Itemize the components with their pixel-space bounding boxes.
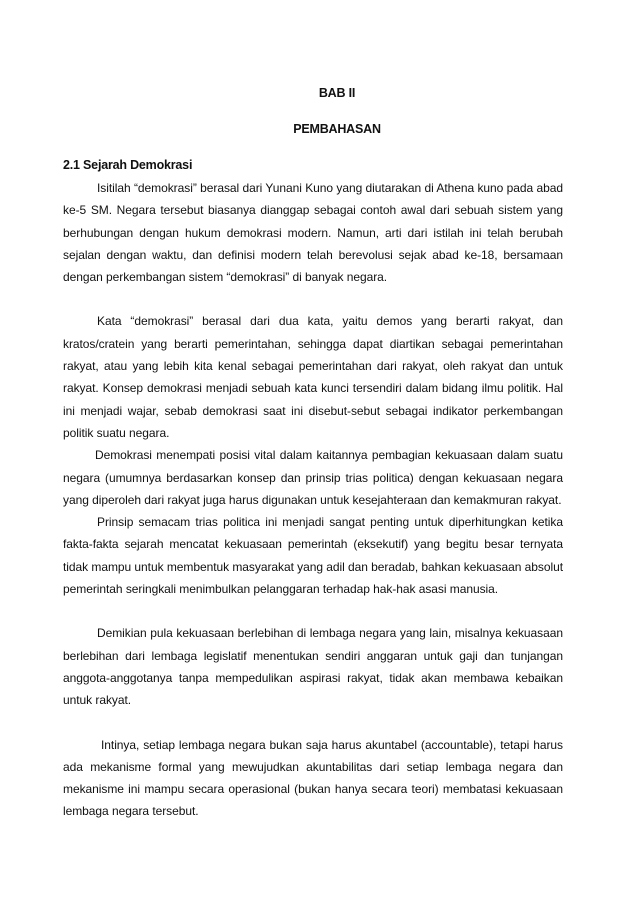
paragraph: Intinya, setiap lembaga negara bukan saja harus akuntabel (accountable), tetapi harus ada mekanisme formal yang mewujudkan akuntabilitas dari setiap lembaga negara dan mekanisme ini mampu secara operasional (bukan hanya secara teori) membatasi kekuasaan lembaga negara tersebut. — [63, 737, 563, 819]
section-heading: 2.1 Sejarah Demokrasi — [63, 158, 193, 172]
chapter-title: PEMBAHASAN — [293, 122, 381, 136]
paragraph: Kata “demokrasi” berasal dari dua kata, yaitu demos yang berarti rakyat, dan kratos/cratein yang berarti pemerintahan, sehingga dapat diartikan sebagai pemerintahan rakyat, atau yang lebih kita kenal sebagai pemerintahan dari rakyat, oleh rakyat dan untuk rakyat. Konsep demokrasi menjadi sebuah kata kunci tersendiri dalam bidang ilmu politik. Hal ini menjadi wajar, sebab demokrasi saat ini disebut-sebut sebagai indikator perkembangan politik suatu negara. — [63, 314, 563, 440]
paragraph: Demokrasi menempati posisi vital dalam kaitannya pembagian kekuasaan dalam suatu negara (umumnya berdasarkan konsep dan prinsip trias politica) dengan kekuasaan negara yang diperoleh dari rakyat juga harus digunakan untuk kesejahteraan dan kemakmuran rakyat. — [63, 448, 563, 507]
paragraph-group-1 — [63, 177, 563, 823]
paragraph: Isitilah “demokrasi” berasal dari Yunani Kuno yang diutarakan di Athena kuno pada abad ke-5 SM. Negara tersebut biasanya dianggap sebagai contoh awal dari sebuah sistem yang berhubungan dengan hukum demokrasi modern. Namun, arti dari istilah ini telah berubah sejalan dengan waktu, dan definisi modern telah berevolusi sejak abad ke-18, bersamaan dengan perkembangan sistem “demokrasi” di banyak negara. — [63, 181, 563, 285]
paragraph: Prinsip semacam trias politica ini menjadi sangat penting untuk diperhitungkan ketika fakta-fakta sejarah mencatat kekuasaan pemerintah (eksekutif) yang begitu besar ternyata tidak mampu untuk membentuk masyarakat yang adil dan beradab, bahkan kekuasaan absolut pemerintah seringkali menimbulkan pelanggaran terhadap hak-hak asasi manusia. — [63, 515, 564, 597]
chapter-number: BAB II — [318, 86, 356, 100]
paragraph: Demikian pula kekuasaan berlebihan di lembaga negara yang lain, misalnya kekuasaan berlebihan dari lembaga legislatif menentukan sendiri anggaran untuk gaji dan tunjangan anggota-anggotanya tanpa mempedulikan aspirasi rakyat, tidak akan membawa kebaikan untuk rakyat. — [63, 626, 563, 708]
